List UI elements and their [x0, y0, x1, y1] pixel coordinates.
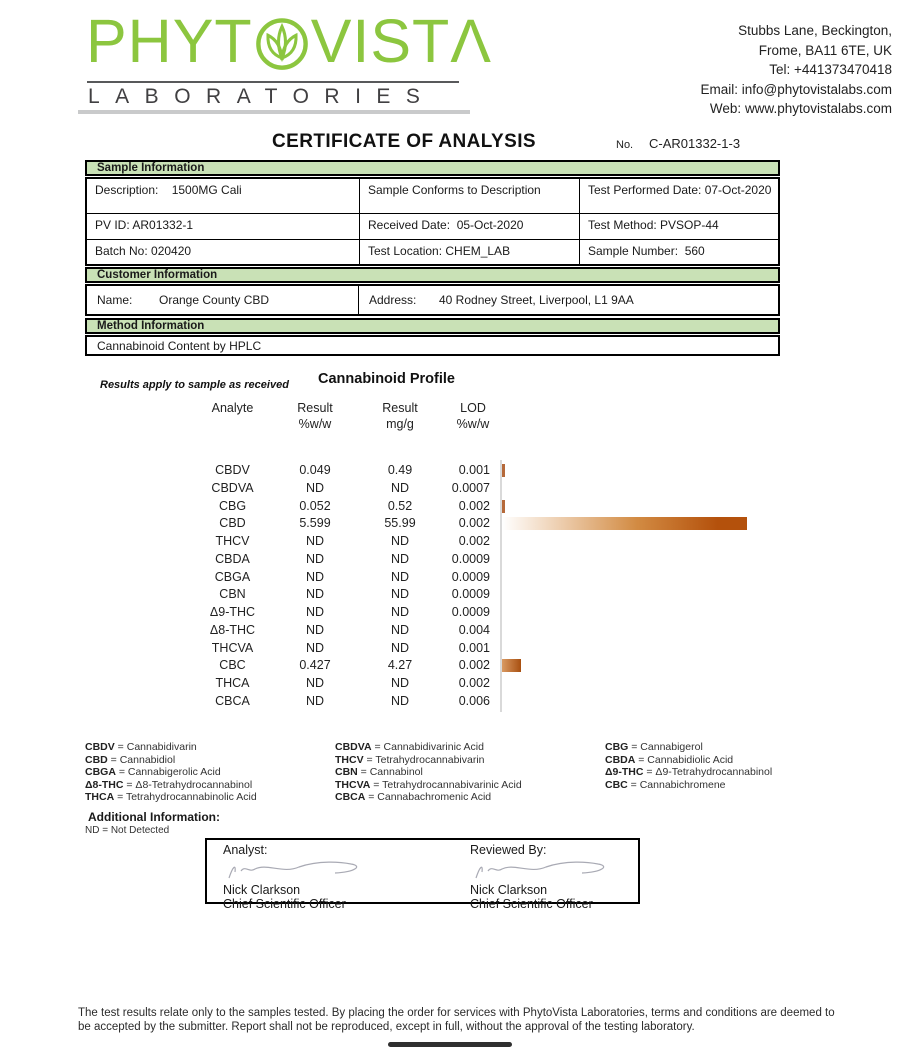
analyte-label: Δ9-THC	[209, 605, 256, 619]
method-information-header: Method Information	[85, 318, 780, 334]
result-pct-value: 5.599	[299, 516, 331, 531]
legend-item-CBDA: CBDA = Cannabidiolic Acid	[605, 753, 734, 766]
analyst-label: Analyst:	[223, 843, 268, 857]
result-pct-value: 0.427	[299, 658, 331, 673]
lod-value: 0.001	[458, 463, 490, 477]
result-mgg-value: 4.27	[387, 658, 413, 673]
test-location-cell: Test Location: CHEM_LAB	[360, 240, 580, 264]
profile-row-CBDV	[0, 462, 900, 480]
result-pct-value: ND	[305, 480, 325, 495]
analyst-signature-block	[223, 843, 383, 911]
legend-item-CBDVA: CBDVA = Cannabidivarinic Acid	[335, 741, 484, 753]
certificate-number-label: No.	[616, 139, 634, 151]
analyte-label: CBDV	[215, 463, 250, 477]
lod-value: 0.004	[458, 622, 490, 637]
profile-row-CBC	[0, 657, 900, 675]
test-method-cell: Test Method: PVSOP-44	[580, 214, 778, 240]
result-mgg-value: 0.52	[387, 498, 413, 513]
result-bar-CBG	[502, 500, 505, 513]
logo-text-phyt: PHYT	[86, 6, 253, 75]
analyte-label: Δ8-THC	[209, 622, 256, 637]
logo-divider	[87, 81, 459, 83]
contact-address-line2: Frome, BA11 6TE, UK	[758, 42, 892, 58]
legend-column-3	[605, 741, 772, 791]
result-pct-value: ND	[305, 569, 325, 584]
contact-phone: Tel: +441373470418	[769, 62, 892, 77]
bottom-bar	[388, 1042, 512, 1047]
batch-no-cell: Batch No: 020420	[87, 240, 360, 264]
customer-name-label: Name:	[97, 293, 133, 307]
sample-conforms-cell: Sample Conforms to Description	[360, 179, 580, 214]
method-information-value: Cannabinoid Content by HPLC	[85, 335, 780, 356]
contact-email: Email: info@phytovistalabs.com	[700, 81, 892, 97]
result-pct-value: ND	[305, 534, 325, 548]
analyte-label: CBD	[219, 516, 246, 531]
analyte-label: THCA	[215, 676, 250, 690]
profile-row-CBDVA	[0, 480, 900, 498]
legend-item-Δ9-THC: Δ9-THC = Δ9-Tetrahydrocannabinol	[605, 766, 773, 779]
legend-item-THCVA: THCVA = Tetrahydrocannabivarinic Acid	[335, 778, 522, 791]
column-header-lod: LOD %w/w	[456, 401, 490, 431]
result-mgg-value: ND	[390, 676, 410, 690]
analyte-label: CBC	[219, 658, 246, 673]
profile-row-CBDA	[0, 551, 900, 569]
reviewer-signature	[470, 858, 630, 882]
nd-note: ND = Not Detected	[85, 825, 170, 836]
legend-item-CBG: CBG = Cannabigerol	[605, 741, 703, 753]
lod-value: 0.0009	[451, 569, 490, 584]
result-bar-CBC	[502, 659, 521, 672]
legend-column-1	[85, 741, 257, 804]
reviewer-name: Nick Clarkson	[470, 883, 548, 897]
result-pct-value: ND	[305, 551, 325, 566]
result-pct-value: ND	[305, 622, 325, 637]
footer-disclaimer: The test results relate only to the samples tested. By placing the order for services with PhytoVista Laboratories, terms and conditions are deemed to be accepted by the submitter. Report shall not be reproduced, except in full, without the approval of the testing laboratory.	[78, 1007, 835, 1033]
reviewer-signature-block	[470, 843, 630, 911]
result-pct-value: ND	[305, 605, 325, 619]
result-pct-value: 0.049	[299, 463, 331, 477]
analyte-label: CBN	[219, 587, 246, 602]
cannabinoid-profile-title: Cannabinoid Profile	[318, 371, 455, 387]
test-performed-date-cell: Test Performed Date: 07-Oct-2020	[580, 179, 778, 214]
profile-row-THCA	[0, 675, 900, 693]
legend-column-2	[335, 741, 522, 804]
legend-item-CBD: CBD = Cannabidiol	[85, 753, 176, 766]
legend-item-THCA: THCA = Tetrahydrocannabinolic Acid	[85, 791, 257, 804]
analyte-label: THCV	[215, 534, 250, 548]
result-bar-CBD	[502, 517, 747, 530]
received-date-cell: Received Date: 05-Oct-2020	[360, 214, 580, 240]
result-pct-value: 0.052	[299, 498, 331, 513]
logo-text-vist: VIST	[310, 6, 451, 75]
leaf-o-icon	[254, 16, 310, 72]
customer-address-value: 40 Rodney Street, Liverpool, L1 9AA	[439, 293, 634, 307]
legend-item-CBC: CBC = Cannabichromene	[605, 778, 726, 791]
result-mgg-value: ND	[390, 587, 410, 602]
legend-item-CBDV: CBDV = Cannabidivarin	[85, 741, 197, 753]
reviewed-by-label: Reviewed By:	[470, 843, 547, 857]
customer-address-cell	[358, 286, 778, 314]
profile-row-THCV	[0, 533, 900, 551]
analyst-signature	[223, 858, 383, 882]
analyte-label: CBDVA	[211, 480, 254, 495]
logo-underline	[78, 110, 470, 114]
lod-value: 0.002	[458, 676, 490, 690]
analyte-label: CBDA	[215, 551, 250, 566]
profile-row-THCVA	[0, 640, 900, 658]
customer-information-header: Customer Information	[85, 267, 780, 283]
profile-row-Δ9-THC	[0, 604, 900, 622]
lod-value: 0.001	[458, 640, 490, 655]
contact-website: Web: www.phytovistalabs.com	[709, 101, 892, 116]
result-bar-CBDV	[502, 464, 505, 477]
legend-item-THCV: THCV = Tetrahydrocannabivarin	[335, 753, 485, 766]
profile-row-CBN	[0, 586, 900, 604]
result-pct-value: ND	[305, 587, 325, 602]
profile-row-CBG	[0, 498, 900, 516]
legend-item-CBGA: CBGA = Cannabigerolic Acid	[85, 766, 221, 779]
result-mgg-value: ND	[390, 605, 410, 619]
profile-row-CBCA	[0, 693, 900, 711]
result-mgg-value: ND	[390, 693, 410, 708]
result-mgg-value: ND	[390, 622, 410, 637]
result-mgg-value: ND	[390, 480, 410, 495]
lod-value: 0.002	[458, 534, 490, 548]
profile-row-CBGA	[0, 569, 900, 587]
logo-text-lambda: Λ	[450, 6, 493, 75]
lod-value: 0.002	[458, 516, 490, 531]
result-pct-value: ND	[305, 676, 325, 690]
result-mgg-value: ND	[390, 534, 410, 548]
lod-value: 0.002	[458, 498, 490, 513]
lod-value: 0.0009	[451, 587, 490, 602]
sample-number-cell: Sample Number: 560	[588, 244, 705, 258]
customer-name-cell	[87, 286, 358, 314]
additional-information-title: Additional Information:	[88, 810, 220, 824]
results-disclaimer-note: Results apply to sample as received	[100, 379, 289, 391]
reviewer-role: Chief Scientific Officer	[470, 897, 593, 911]
lod-value: 0.006	[458, 693, 490, 708]
result-mgg-value: 0.49	[387, 463, 413, 477]
profile-row-CBD	[0, 515, 900, 533]
column-header-result-mgg: Result mg/g	[382, 401, 418, 431]
sample-description-cell: Description: 1500MG Cali	[87, 179, 360, 214]
lab-contact-block	[700, 21, 892, 119]
certificate-number-value: C-AR01332-1-3	[649, 136, 741, 151]
analyst-name: Nick Clarkson	[223, 883, 301, 897]
legend-item-Δ8-THC: Δ8-THC = Δ8-Tetrahydrocannabinol	[85, 778, 253, 791]
customer-name-value: Orange County CBD	[159, 293, 270, 307]
sample-information-table	[85, 177, 780, 266]
profile-rows	[0, 462, 900, 714]
analyte-label: THCVA	[211, 640, 254, 655]
analyte-label: CBCA	[215, 693, 250, 708]
customer-information-table	[85, 284, 780, 316]
column-header-analyte: Analyte	[211, 401, 254, 415]
lod-value: 0.002	[458, 658, 490, 673]
lod-value: 0.0009	[451, 551, 490, 566]
lod-value: 0.0009	[451, 605, 490, 619]
logo-subtitle: LABORATORIES	[88, 85, 436, 108]
contact-address-line1: Stubbs Lane, Beckington,	[738, 23, 892, 38]
result-pct-value: ND	[305, 640, 325, 655]
result-mgg-value: ND	[390, 569, 410, 584]
pv-id-cell: PV ID: AR01332-1	[87, 214, 360, 240]
result-mgg-value: ND	[390, 551, 410, 566]
column-header-result-pct: Result %w/w	[297, 401, 333, 431]
profile-row-Δ8-THC	[0, 622, 900, 640]
legend-item-CBN: CBN = Cannabinol	[335, 766, 423, 779]
lod-value: 0.0007	[451, 480, 490, 495]
phytovista-logo	[86, 4, 492, 78]
analyte-label: CBG	[218, 498, 247, 513]
legend-item-CBCA: CBCA = Cannabachromenic Acid	[335, 791, 492, 804]
analyst-role: Chief Scientific Officer	[223, 897, 346, 911]
result-mgg-value: 55.99	[384, 516, 416, 531]
signature-box	[205, 838, 640, 911]
result-pct-value: ND	[305, 693, 325, 708]
page-title: CERTIFICATE OF ANALYSIS	[272, 131, 536, 152]
result-mgg-value: ND	[390, 640, 410, 655]
sample-information-header: Sample Information	[85, 160, 780, 176]
customer-address-label: Address:	[369, 293, 417, 307]
analyte-label: CBGA	[214, 569, 251, 584]
